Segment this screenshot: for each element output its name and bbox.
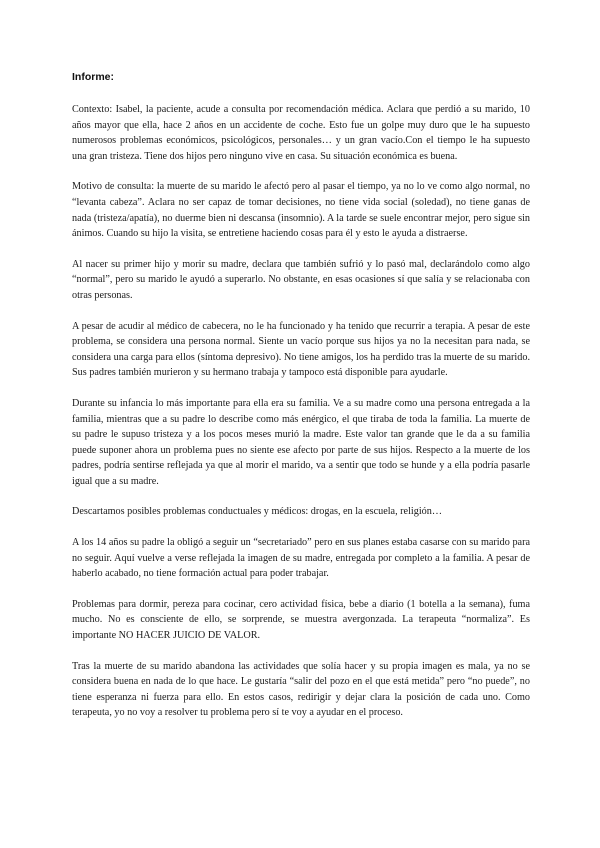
paragraph-problemas-dormir: Problemas para dormir, pereza para cocinar, cero actividad física, bebe a diario (1 botella a la semana), fuma mucho. No es consciente de ello, se sorprende, se muestra avergonzada. La terapeuta “normaliza”. Es importante NO HACER JUICIO DE VALOR. — [72, 598, 530, 642]
document-title: Informe: — [72, 71, 114, 83]
paragraph-tras-muerte: Tras la muerte de su marido abandona las actividades que solía hacer y su propia imagen es mala, ya no se considera buena en nada de lo que hace. Le gustaría “salir del pozo en el que está metida” pero “no puede”, no tiene esperanza ni fuerza para ello. En estos casos, redirigir y dejar clara la posición de cada uno. Como terapeuta, yo no voy a resolver tu problema pero sí te voy a ayudar en el proceso. — [72, 660, 530, 719]
paragraph-contexto: Contexto: Isabel, la paciente, acude a consulta por recomendación médica. Aclara que perdió a su marido, 10 años mayor que ella, hace 2 años en un accidente de coche. Esto fue un golpe muy duro que le ha supuesto numerosos problemas económicos, psicológicos, personales… y un gran vacío.Con el tiempo le ha supuesto una gran tristeza. Tiene dos hijos pero ninguno vive en casa. Su situación económica es buena. — [72, 104, 530, 162]
paragraph-terapia: A pesar de acudir al médico de cabecera, no le ha funcionado y ha tenido que recurrir a terapia. A pesar de este problema, se considera una persona normal. Siente un vacío porque sus hijos ya no la necesitan para nada, se considera una carga para ellos (síntoma depresivo). No tiene amigos, los ha perdido tras la muerte de su marido. Sus padres también murieron y su hermano trabaja y tampoco está disponible para ayudarle. — [72, 320, 530, 379]
paragraph-primer-hijo: Al nacer su primer hijo y morir su madre, declara que también sufrió y lo pasó mal, declarándolo como algo “normal”, pero su marido le ayudó a superarlo. No obstante, en esas ocasiones sí que salía y se relacionaba con otras personas. — [72, 258, 530, 301]
paragraph-motivo-consulta: Motivo de consulta: la muerte de su marido le afectó pero al pasar el tiempo, ya no lo ve como algo normal, no “levanta cabeza”. Aclara no ser capaz de tomar decisiones, no tiene vida social (soledad), no tiene ganas de nada (tristeza/apatía), no duerme bien ni descansa (insomnio). A la tarde se suele encontrar mejor, pero sigue sin ánimos. Cuando su hijo la visita, se entretiene haciendo cosas para él y esto le ayuda a distraerse. — [72, 181, 530, 240]
paragraph-secretariado: A los 14 años su padre la obligó a seguir un “secretariado” pero en sus planes estaba casarse con su marido para no seguir. Aquí vuelve a verse reflejada la imagen de su madre, entregada por completo a la familia. A pesar de haberlo acabado, no tiene formación actual para poder trabajar. — [72, 537, 530, 580]
paragraph-descartamos: Descartamos posibles problemas conductuales y médicos: drogas, en la escuela, religión… — [72, 506, 443, 518]
paragraph-infancia: Durante su infancia lo más importante para ella era su familia. Ve a su madre como una persona entregada a la familia, mientras que a su padre lo describe como más enérgico, el que tiraba de toda la familia. La muerte de su padre le supuso tristeza y a los pocos meses murió la madre. Este valor tan grande que le da a su familia puede suponer ahora un problema pues no siente ese afecto por parte de sus hijos. Respecto a la muerte de los padres, podría sentirse reflejada ya que al morir el marido, va a sentir que todo se hunde y a ella podría pasarle igual que a su madre. — [72, 397, 530, 487]
